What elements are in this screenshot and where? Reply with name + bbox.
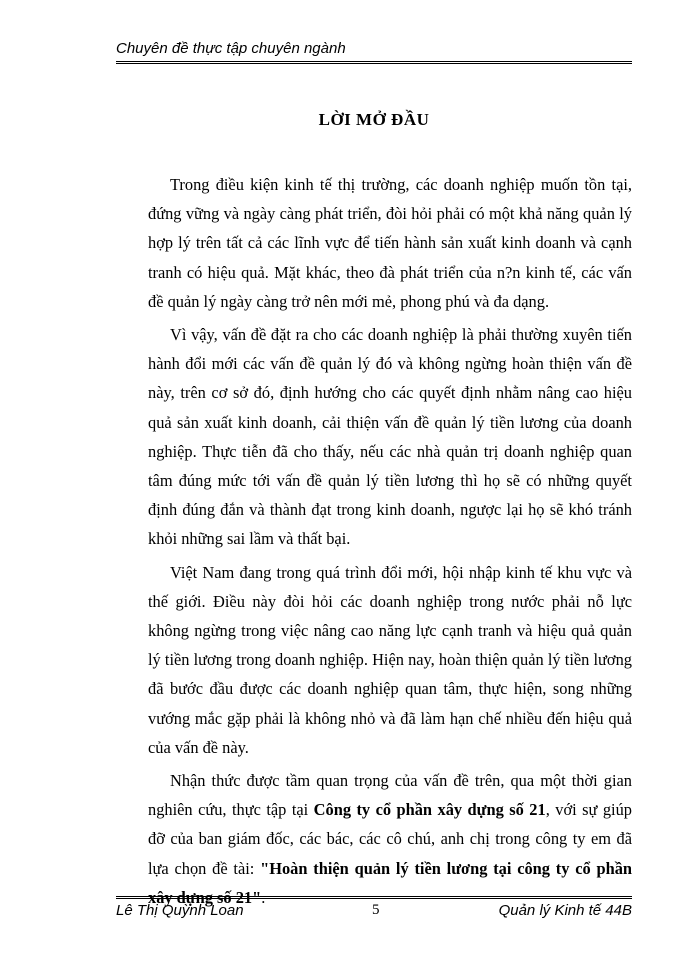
paragraph-4-text-a: Nhận thức được tầm quan trọng của vấn đề trên, qua một thời gian nghiên cứu, thực tập tại [148,771,632,820]
paragraph-3: Việt Nam đang trong quá trình đổi mới, hội nhập kinh tế khu vực và thế giới. Điều này đòi hỏi các doanh nghiệp trong nước phải nỗ lực không ngừng trong việc nâng cao năng lực cạnh tranh và hiệu quả quản lý tiền lương trong doanh nghiệp. Hiện nay, hoàn thiện quản lý tiền lương đã bước đầu được các doanh nghiệp quan tâm, thực hiện, song những vướng mắc gặp phải là không nhỏ và đã làm hạn chế nhiều đến hiệu quả của vấn đề này. [148,562,632,757]
paragraph-4 [148,766,632,912]
page-number: 5 [372,902,380,918]
thesis-topic: "Hoàn thiện quản lý tiền lương tại công ty cổ phần xây dựng số 21" [148,858,633,907]
page-footer [116,902,632,922]
paragraph-1: Trong điều kiện kinh tế thị trường, các doanh nghiệp muốn tồn tại, đứng vững và ngày càng phát triển, đòi hỏi phải có một khả năng quản lý hợp lý trên tất cả các lĩnh vực để tiến hành sản xuất kinh doanh và cạnh tranh có hiệu quả. Mặt khác, theo đà phát triển của n?n kinh tế, các vấn đề quản lý ngày càng trở nên mới mẻ, phong phú và đa dạng. [148,175,632,311]
page-header: Chuyên đề thực tập chuyên ngành [116,40,346,57]
footer-divider [116,896,632,899]
header-divider [116,61,632,64]
paragraph-2: Vì vậy, vấn đề đặt ra cho các doanh nghiệp là phải thường xuyên tiến hành đổi mới các vấn đề quản lý đó và không ngừng hoàn thiện vấn đề này, trên cơ sở đó, định hướng cho các quyết định nhằm nâng cao hiệu quả sản xuất kinh doanh, cải thiện vấn đề quản lý tiền lương của doanh nghiệp. Thực tiễn đã cho thấy, nếu các nhà quản trị doanh nghiệp quan tâm đúng mức tới vấn đề quản lý tiền lương thì họ sẽ có những quyết định đúng đắn và thành đạt trong kinh doanh, ngược lại họ sẽ khó tránh khỏi những sai lầm và thất bại. [148,325,632,549]
paragraph-4-end: . [261,887,266,907]
paragraph-4-text-b: , với sự giúp đỡ của ban giám đốc, các bác, các cô chú, anh chị trong công ty em đã lựa chọn đề tài: [148,800,632,878]
page-title: LỜI MỞ ĐẦU [318,110,430,129]
footer-author: Lê Thị Quỳnh Loan [116,902,244,919]
company-name: Công ty cổ phần xây dựng số 21 [313,800,546,820]
document-body [148,170,632,916]
footer-class: Quản lý Kinh tế 44B [498,902,632,919]
